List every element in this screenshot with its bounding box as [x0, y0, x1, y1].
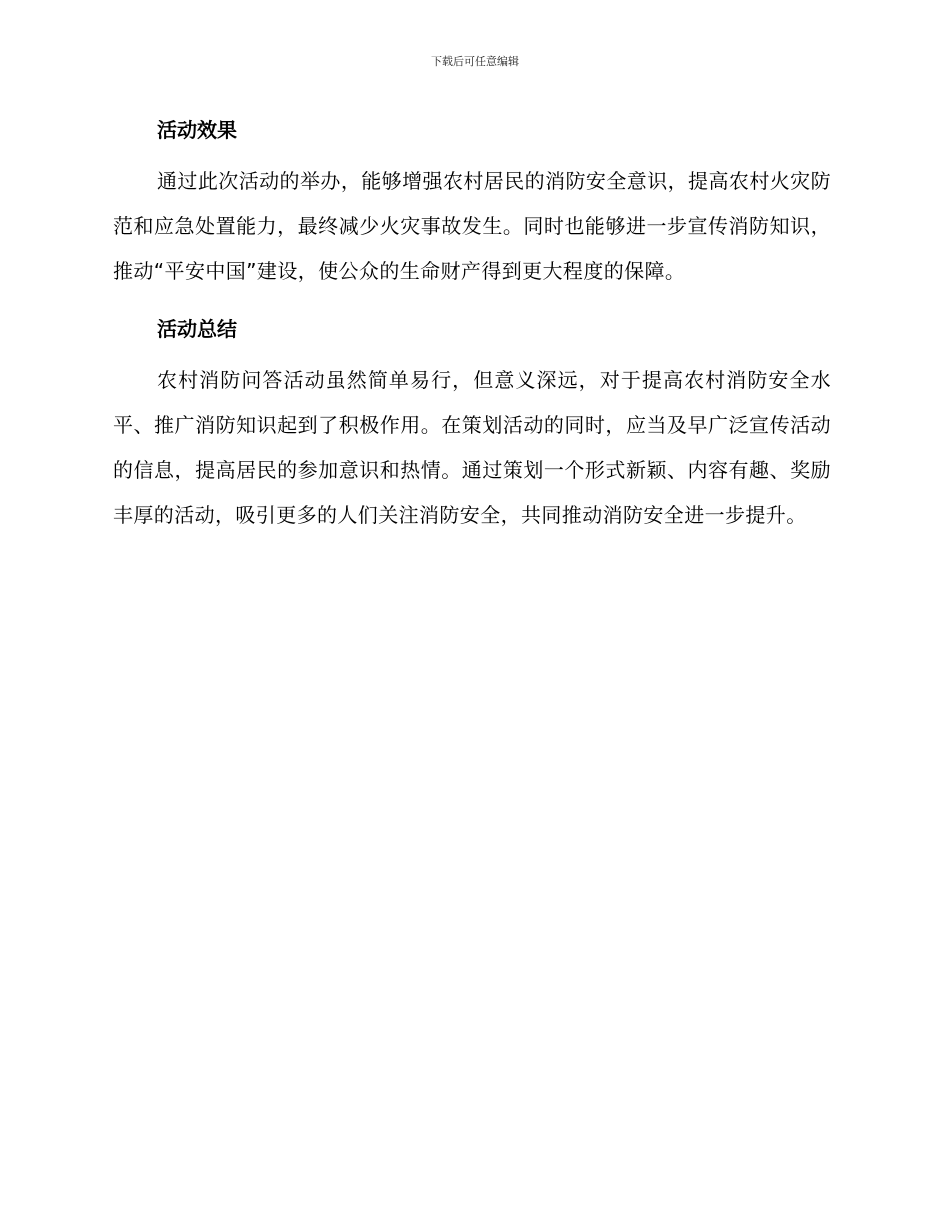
- paragraph-activity-summary: 农村消防问答活动虽然简单易行，但意义深远，对于提高农村消防安全水平、推广消防知识起到了积极作用。在策划活动的同时，应当及早广泛宣传活动的信息，提高居民的参加意识和热情。通过策划一个形式新颖、内容有趣、奖励丰厚的活动，吸引更多的人们关注消防安全，共同推动消防安全进一步提升。: [113, 368, 831, 527]
- page-header-note: 下载后可任意编辑: [431, 55, 519, 68]
- paragraph-activity-effect: 通过此次活动的举办，能够增强农村居民的消防安全意识，提高农村火灾防范和应急处置能力，最终减少火灾事故发生。同时也能够进一步宣传消防知识，推动“平安中国”建设，使公众的生命财产得到更大程度的保障。: [113, 169, 831, 283]
- section-heading-activity-summary: 活动总结: [157, 317, 237, 341]
- document-body: [113, 108, 831, 551]
- section-heading-activity-effect: 活动效果: [157, 118, 237, 142]
